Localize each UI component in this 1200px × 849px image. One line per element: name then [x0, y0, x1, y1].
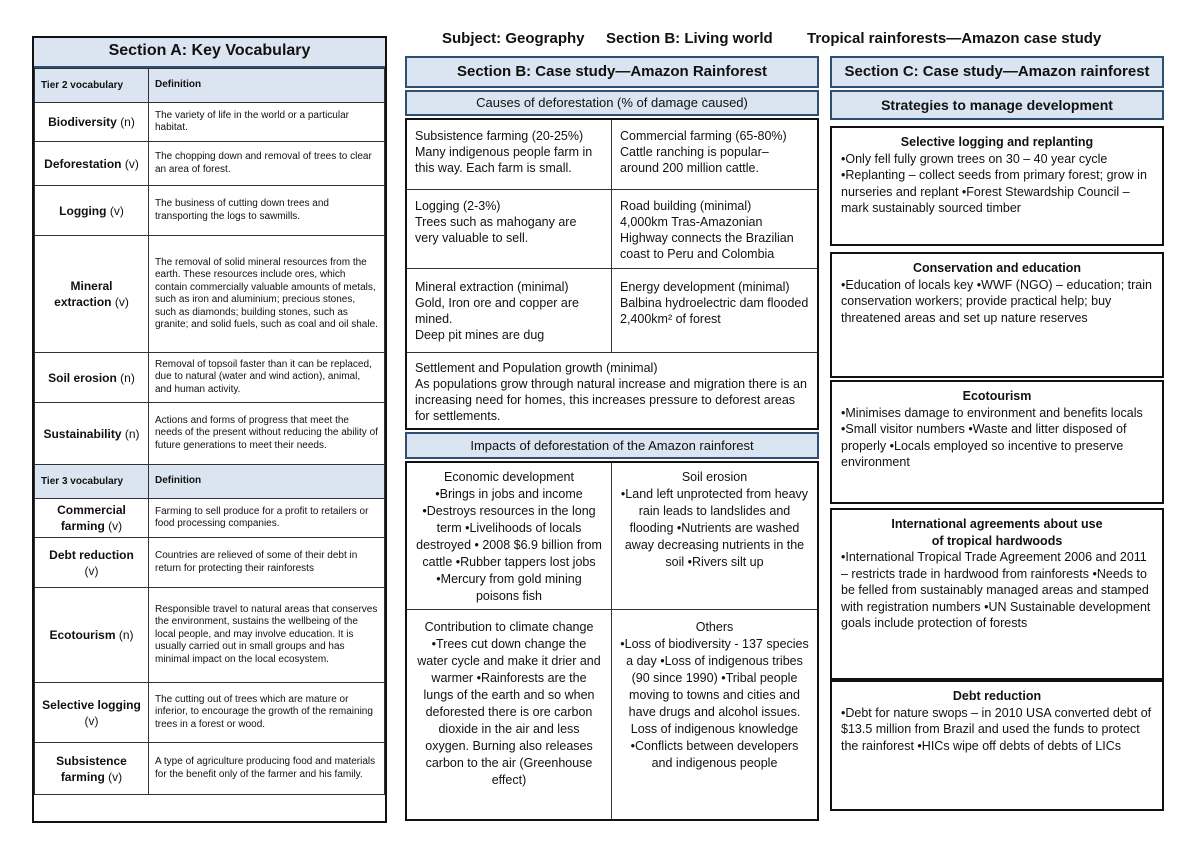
definition-cell: Actions and forms of progress that meet the needs of the present without reducing the ability of future generations to meet their needs. [149, 403, 385, 465]
term-pos: (v) [108, 519, 123, 533]
cause-body: Gold, Iron ore and copper are mined. [415, 296, 579, 326]
section-label: Section B: Living world [606, 30, 773, 47]
table-row [35, 103, 385, 142]
term-pos: (v) [108, 769, 123, 784]
impact-body: •Loss of biodiversity - 137 species a day •Loss of indigenous tribes (90 since 1990) •Tribal people moving to towns and cities and have drugs and alcohol issues. Loss of indigenous knowledge •Conflicts between developers and indigenous people [620, 637, 809, 770]
cause-heading: Commercial farming (65-80%) [620, 129, 787, 143]
definition-cell: Countries are relieved of some of their debt in return for protecting their rainforests [149, 538, 385, 588]
causes-grid [405, 118, 819, 430]
table-row [35, 142, 385, 186]
header-line [440, 30, 1180, 50]
cause-heading: Road building (minimal) [620, 199, 752, 213]
table-row [35, 236, 385, 353]
term-name: Commercial farming [57, 503, 126, 533]
cause-body: Balbina hydroelectric dam flooded 2,400km² of forest [620, 296, 809, 326]
term-pos: (n) [120, 370, 135, 385]
term-name: Ecotourism [49, 628, 116, 642]
strategy-international-agreements [830, 508, 1164, 680]
definition-cell: The chopping down and removal of trees to clear an area of forest. [149, 142, 385, 186]
cause-heading: Settlement and Population growth (minimal) [415, 361, 658, 375]
cause-heading: Logging (2-3%) [415, 199, 501, 213]
definition-cell: The cutting out of trees which are mature or inferior, to encourage the growth of the remaining trees in a forest or wood. [149, 683, 385, 743]
impact-heading: Others [695, 620, 734, 634]
term-name: Mineral extraction [54, 279, 113, 309]
term-cell [35, 683, 149, 743]
section-a-vocabulary [32, 36, 387, 823]
term-cell [35, 743, 149, 795]
term-name: Soil erosion [48, 370, 117, 385]
impacts-title: Impacts of deforestation of the Amazon rainforest [405, 432, 819, 459]
definition-cell: Farming to sell produce for a profit to retailers or food processing companies. [149, 499, 385, 538]
term-pos: (n) [120, 115, 135, 129]
term-cell [35, 142, 149, 186]
definition-cell: The business of cutting down trees and transporting the logs to sawmills. [149, 186, 385, 236]
term-cell [35, 588, 149, 683]
term-name: Selective logging [42, 697, 141, 712]
cause-body: Cattle ranching is popular– around 200 million cattle. [620, 145, 769, 175]
divider [407, 189, 817, 190]
tier3-label: Tier 3 vocabulary [35, 465, 149, 499]
term-pos: (v) [124, 156, 139, 171]
table-row [35, 683, 385, 743]
table-row [35, 499, 385, 538]
cause-heading: Subsistence farming (20-25%) [415, 129, 584, 143]
section-c-title: Section C: Case study—Amazon rainforest [830, 56, 1164, 88]
impact-body: •Trees cut down change the water cycle and make it drier and warmer •Rainforests are the lungs of the earth and so when deforested there is ore carbon dioxide in the air and less oxygen. Burning also releases carbon to the air (Greenhouse effect) [417, 637, 601, 787]
term-cell [35, 403, 149, 465]
tier3-header-row [35, 465, 385, 499]
definition-label: Definition [149, 69, 385, 103]
impacts-grid [405, 461, 819, 821]
term-name: Deforestation [44, 156, 122, 171]
impact-climate [407, 615, 611, 793]
strategy-body: •International Tropical Trade Agreement 2006 and 2011 – restricts trade in hardwood from rainforests •Needs to be felled from sustainably managed areas and stamped with registration numbers •UN Sustainable development goals include protection of forests [841, 550, 1151, 630]
term-pos: (v) [114, 295, 129, 309]
strategy-heading: International agreements about use of tropical hardwoods [891, 517, 1103, 548]
definition-cell: The variety of life in the world or a particular habitat. [149, 103, 385, 142]
strategy-conservation [830, 252, 1164, 378]
definition-label: Definition [149, 465, 385, 499]
strategy-body: •Education of locals key •WWF (NGO) – education; train conservation workers; provide practical help; buy threatened areas and set up nature reserves [841, 277, 1152, 325]
cause-heading: Energy development (minimal) [620, 280, 790, 294]
term-name: Debt reduction [49, 547, 134, 562]
vocabulary-table [34, 68, 385, 795]
section-a-title: Section A: Key Vocabulary [34, 38, 385, 68]
term-pos: (v) [84, 713, 99, 728]
term-pos: (v) [109, 203, 124, 218]
strategy-selective-logging [830, 126, 1164, 246]
definition-cell: Removal of topsoil faster than it can be replaced, due to natural (water and wind action), animal, and human activity. [149, 353, 385, 403]
subject-label: Subject: Geography [442, 30, 585, 47]
term-cell [35, 186, 149, 236]
cause-commercial [612, 124, 817, 180]
cause-body: Many indigenous people farm in this way. Each farm is small. [415, 145, 593, 175]
term-pos: (v) [84, 563, 99, 578]
topic-label: Tropical rainforests—Amazon case study [807, 30, 1102, 47]
causes-title: Causes of deforestation (% of damage caused) [405, 90, 819, 116]
cause-mineral [407, 275, 611, 347]
term-cell [35, 103, 149, 142]
term-cell [35, 538, 149, 588]
table-row [35, 743, 385, 795]
impact-heading: Contribution to climate change [424, 620, 594, 634]
definition-cell: Responsible travel to natural areas that conserves the environment, sustains the wellbeing of the local people, and may involve education. It is usually carried out in small groups and has minimal impact on the local ecosystem. [149, 588, 385, 683]
term-name: Biodiversity [48, 115, 117, 129]
impact-body: •Brings in jobs and income •Destroys resources in the long term •Livelihoods of locals destroyed • 2008 $6.9 billion from cattle •Rubber tappers lost jobs •Mercury from gold mining poisons fish [416, 487, 602, 603]
table-row [35, 403, 385, 465]
impact-heading: Economic development [444, 470, 574, 484]
cause-body: 4,000km Tras-Amazonian Highway connects the Brazilian coast to Peru and Colombia [620, 215, 794, 261]
impact-economic [407, 465, 611, 609]
strategy-heading: Conservation and education [912, 261, 1082, 275]
term-name: Sustainability [43, 426, 122, 441]
impact-others [612, 615, 817, 776]
cause-body: Deep pit mines are dug [415, 328, 545, 342]
definition-cell: A type of agriculture producing food and materials for the benefit only of the farmer and his family. [149, 743, 385, 795]
strategy-heading: Ecotourism [962, 389, 1032, 403]
table-row [35, 353, 385, 403]
divider [407, 352, 817, 353]
section-b-title: Section B: Case study—Amazon Rainforest [405, 56, 819, 88]
cause-body: Trees such as mahogany are very valuable to sell. [415, 215, 577, 245]
term-cell [35, 236, 149, 353]
table-row [35, 588, 385, 683]
term-cell [35, 353, 149, 403]
cause-heading: Mineral extraction (minimal) [415, 280, 569, 294]
cause-road [612, 194, 817, 266]
term-name: Subsistence farming [56, 753, 127, 784]
table-row [35, 538, 385, 588]
strategy-debt-reduction [830, 680, 1164, 811]
cause-subsistence [407, 124, 611, 180]
term-pos: (n) [118, 628, 134, 642]
definition-cell: The removal of solid mineral resources from the earth. These resources include ores, which contain commercially valuable amounts of metals, such as iron and aluminium; precious stones, such as diamonds; building stones, such as granite; and solid fuels, such as coal and oil shale. [149, 236, 385, 353]
strategy-body: •Minimises damage to environment and benefits locals •Small visitor numbers •Waste and litter disposed of properly •Locals employed so incentive to preserve environment [841, 405, 1143, 469]
cause-settlement [407, 356, 817, 428]
strategies-title: Strategies to manage development [830, 90, 1164, 120]
tier2-header-row [35, 69, 385, 103]
strategy-body: •Only fell fully grown trees on 30 – 40 year cycle •Replanting – collect seeds from primary forest; grow in nurseries and replant •Forest Stewardship Council – mark sustainably sourced timber [841, 151, 1147, 215]
cause-energy [612, 275, 817, 331]
tier2-label: Tier 2 vocabulary [35, 69, 149, 103]
term-pos: (n) [124, 426, 140, 441]
strategy-ecotourism [830, 380, 1164, 504]
divider [407, 609, 817, 610]
impact-heading: Soil erosion [681, 470, 748, 484]
term-cell [35, 499, 149, 538]
divider [407, 268, 817, 269]
cause-body: As populations grow through natural increase and migration there is an increasing need for homes, this increases pressure to deforest areas for settlements. [415, 377, 807, 423]
strategy-body: •Debt for nature swops – in 2010 USA converted debt of $13.5 million from Brazil and used the funds to protect the rainforest •HICs wipe off debts of debts of LICs [841, 705, 1152, 753]
impact-soil [612, 465, 817, 575]
term-name: Logging [59, 203, 107, 218]
table-row [35, 186, 385, 236]
impact-body: •Land left unprotected from heavy rain leads to landslides and flooding •Nutrients are washed away decreasing nutrients in the soil •Rivers silt up [620, 487, 809, 569]
cause-logging [407, 194, 611, 250]
strategy-heading: Selective logging and replanting [900, 135, 1094, 149]
strategy-heading: Debt reduction [952, 689, 1042, 703]
